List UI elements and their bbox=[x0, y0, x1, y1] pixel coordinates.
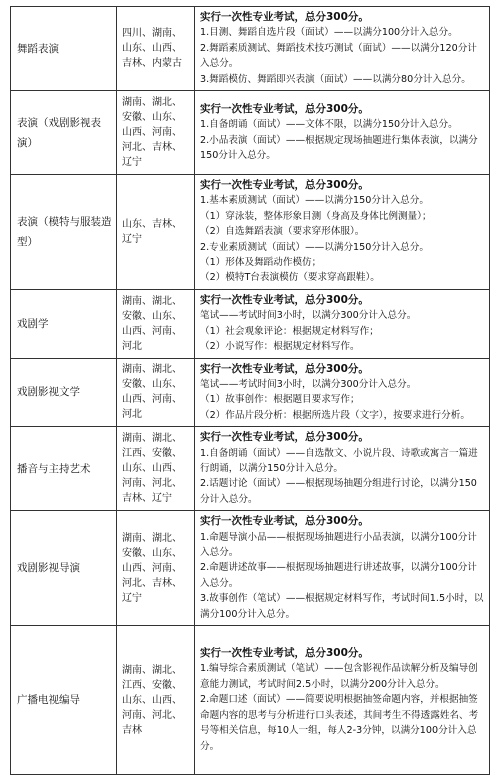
exam-item-line: （1）穿泳装，整体形象目测（身高及身体比例测量）； bbox=[200, 210, 432, 222]
exam-item-line: 3.故事创作（笔试）——根据规定材料写作，考试时间1.5小时，以满分100分计入总分。 bbox=[200, 593, 484, 620]
exam-item-line: （1）故事创作：根据题目要求写作； bbox=[200, 394, 360, 406]
province-line: 山东、山西、 bbox=[122, 43, 182, 55]
exam-requirements bbox=[195, 91, 490, 175]
exam-table-body bbox=[11, 7, 490, 775]
province-line: 山西、河南、 bbox=[122, 127, 182, 139]
exam-requirements bbox=[195, 626, 490, 775]
exam-heading: 实行一次性专业考试，总分300分。 bbox=[200, 431, 369, 444]
province-line: 安徽、山东、 bbox=[122, 547, 182, 559]
province-line: 湖南、湖北、 bbox=[122, 295, 182, 307]
province-line: 辽宁 bbox=[122, 233, 142, 245]
province-line: 山东、山西、 bbox=[122, 694, 182, 706]
province-line: 河南、河北、 bbox=[122, 709, 182, 721]
province-line: 山西、河南、 bbox=[122, 562, 182, 574]
exam-requirements bbox=[195, 358, 490, 427]
province-line: 辽宁 bbox=[122, 157, 142, 169]
exam-item-line: 笔试——考试时间3小时，以满分300分计入总分。 bbox=[200, 378, 417, 390]
exam-item-line: （1）形体及舞蹈动作模仿； bbox=[200, 257, 322, 269]
province-line: 河北、吉林、 bbox=[122, 142, 182, 154]
exam-item-line: 1.命题导演小品——根据现场抽题进行小品表演，以满分100分计入总分。 bbox=[200, 531, 477, 558]
exam-row bbox=[11, 175, 490, 290]
exam-heading: 实行一次性专业考试，总分300分。 bbox=[200, 11, 369, 23]
exam-item-line: 笔试——考试时间3小时，以满分300分计入总分。 bbox=[200, 310, 417, 322]
province-list bbox=[117, 358, 195, 427]
major-name: 表演（戏剧影视表演） bbox=[11, 91, 117, 175]
exam-heading: 实行一次性专业考试，总分300分。 bbox=[200, 647, 369, 660]
province-list bbox=[117, 175, 195, 290]
exam-heading: 实行一次性专业考试，总分300分。 bbox=[200, 293, 369, 306]
province-line: 湖南、湖北、 bbox=[122, 664, 182, 676]
province-line: 湖南、湖北、 bbox=[122, 97, 182, 109]
exam-requirements bbox=[195, 289, 490, 358]
province-line: 安徽、山东、 bbox=[122, 112, 182, 124]
province-line: 辽宁 bbox=[122, 592, 142, 604]
province-list bbox=[117, 511, 195, 626]
exam-requirements bbox=[195, 511, 490, 626]
exam-item-line: 2.话题讨论（面试）——根据现场抽题分组进行讨论，以满分150分计入总分。 bbox=[200, 478, 477, 505]
exam-item-line: 2.专业素质测试（面试）——以满分150分计入总分。 bbox=[200, 241, 429, 253]
province-line: 河北 bbox=[122, 340, 142, 352]
province-line: 吉林、内蒙古 bbox=[122, 58, 182, 70]
province-line: 河南、河北、 bbox=[122, 478, 182, 490]
province-line: 湖南、湖北、 bbox=[122, 433, 182, 445]
province-line: 江西、安徽、 bbox=[122, 679, 182, 691]
province-list bbox=[117, 427, 195, 511]
exam-item-line: 1.基本素质测试（面试）——以满分150分计入总分。 bbox=[200, 195, 429, 207]
exam-row bbox=[11, 427, 490, 511]
major-name: 播音与主持艺术 bbox=[11, 427, 117, 511]
exam-item-line: 1.自备朗诵（面试）——自选散文、小说片段、诗歌或寓言一篇进行朗诵，以满分150分计入总分。 bbox=[200, 447, 478, 474]
exam-item-line: 2.小品表演（面试）——根据规定现场抽题进行集体表演，以满分150分计入总分。 bbox=[200, 134, 478, 161]
major-name: 广播电视编导 bbox=[11, 626, 117, 775]
province-list bbox=[117, 7, 195, 91]
province-line: 四川、湖南、 bbox=[122, 28, 182, 40]
province-line: 河北、吉林、 bbox=[122, 577, 182, 589]
exam-item-line: （2）小说写作：根据规定材料写作。 bbox=[200, 341, 360, 353]
exam-item-line: （1）社会观象评论：根据规定材料写作； bbox=[200, 325, 379, 337]
exam-requirements bbox=[195, 175, 490, 290]
exam-row bbox=[11, 358, 490, 427]
exam-heading: 实行一次性专业考试，总分300分。 bbox=[200, 515, 369, 528]
province-line: 山西、河南、 bbox=[122, 394, 182, 406]
exam-item-line: 1.编导综合素质测试（笔试）——包含影视作品读解分析及编导创意能力测试，考试时间2.5小时，以满分200分计入总分。 bbox=[200, 663, 478, 690]
exam-row bbox=[11, 91, 490, 175]
exam-heading: 实行一次性专业考试，总分300分。 bbox=[200, 179, 369, 192]
exam-table bbox=[10, 6, 490, 775]
major-name: 表演（模特与服装造型） bbox=[11, 175, 117, 290]
exam-row bbox=[11, 289, 490, 358]
province-line: 安徽、山东、 bbox=[122, 310, 182, 322]
province-line: 山西、河南、 bbox=[122, 325, 182, 337]
exam-heading: 实行一次性专业考试，总分300分。 bbox=[200, 102, 369, 115]
exam-item-line: 3.舞蹈模仿、舞蹈即兴表演（面试）——以满分80分计入总分。 bbox=[200, 73, 471, 85]
exam-row bbox=[11, 511, 490, 626]
province-list bbox=[117, 626, 195, 775]
exam-requirements bbox=[195, 7, 490, 91]
exam-requirements-document bbox=[10, 6, 490, 775]
major-name: 舞蹈表演 bbox=[11, 7, 117, 91]
province-list bbox=[117, 91, 195, 175]
exam-item-line: 2.舞蹈素质测试、舞蹈技术技巧测试（面试）——以满分120分计入总分。 bbox=[200, 42, 477, 70]
exam-item-line: 1.目测、舞蹈自选片段（面试）——以满分100分计入总分。 bbox=[200, 27, 458, 39]
province-line: 山东、山西、 bbox=[122, 463, 182, 475]
province-line: 安徽、山东、 bbox=[122, 379, 182, 391]
major-name: 戏剧影视文学 bbox=[11, 358, 117, 427]
province-line: 江西、安徽、 bbox=[122, 448, 182, 460]
exam-row bbox=[11, 626, 490, 775]
exam-item-line: （2）作品片段分析：根据所选片段（文字），按要求进行分析。 bbox=[200, 409, 470, 421]
major-name: 戏剧学 bbox=[11, 289, 117, 358]
major-name: 戏剧影视导演 bbox=[11, 511, 117, 626]
exam-requirements bbox=[195, 427, 490, 511]
exam-item-line: （2）模特T台表演模仿（要求穿高跟鞋）。 bbox=[200, 272, 380, 284]
exam-item-line: 2.命题讲述故事——根据现场抽题进行讲述故事，以满分100分计入总分。 bbox=[200, 562, 477, 589]
exam-item-line: 1.自备朗诵（面试）——文体不限，以满分150分计入总分。 bbox=[200, 119, 458, 131]
province-line: 湖南、湖北、 bbox=[122, 532, 182, 544]
province-line: 湖南、湖北、 bbox=[122, 364, 182, 376]
province-line: 山东、吉林、 bbox=[122, 218, 182, 230]
exam-item-line: 2.命题口述（面试）——简要说明根据抽签命题内容，并根据抽签命题内容的思考与分析进行口头表述，其间考生不得透露姓名、考号等相关信息，每10人一组，每人2-3分钟，以满分100分计入总分。 bbox=[200, 694, 479, 752]
province-line: 河北 bbox=[122, 409, 142, 421]
exam-row bbox=[11, 7, 490, 91]
province-line: 吉林、辽宁 bbox=[122, 493, 172, 505]
province-list bbox=[117, 289, 195, 358]
province-line: 吉林 bbox=[122, 724, 142, 736]
exam-heading: 实行一次性专业考试，总分300分。 bbox=[200, 362, 369, 375]
exam-item-line: （2）自选舞蹈表演（要求穿形体服）。 bbox=[200, 226, 365, 238]
